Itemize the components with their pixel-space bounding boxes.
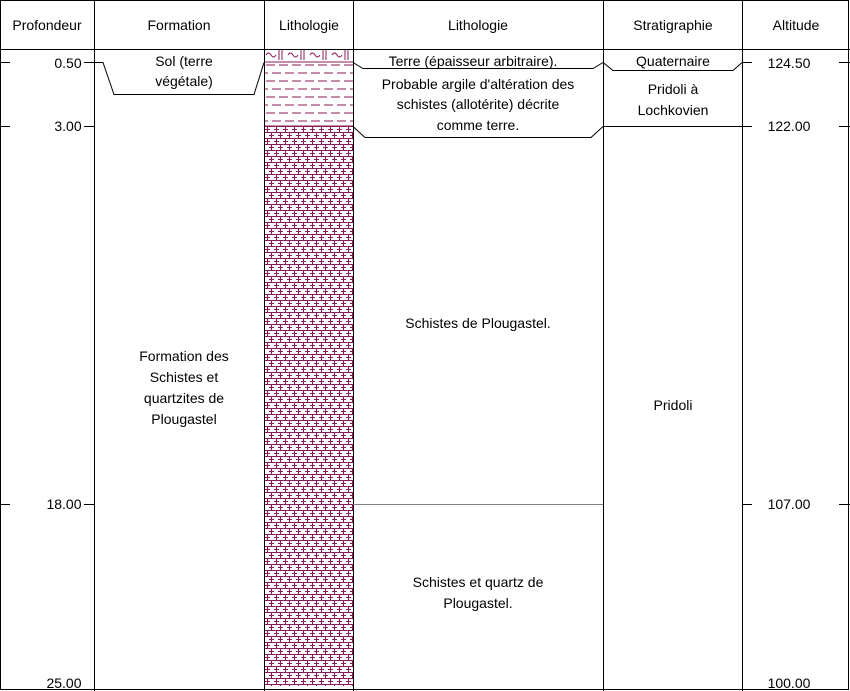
- lithology-clay-line: comme terre.: [436, 117, 520, 133]
- lithology-clay-line: schistes (allotérite) décrite: [396, 96, 560, 112]
- formation-schist-line: Schistes et: [149, 369, 219, 385]
- altitude-label: 124.50: [767, 55, 811, 71]
- header-stratigraphie: Stratigraphie: [633, 17, 713, 33]
- depth-label: 3.00: [54, 118, 82, 134]
- stratigraphy-pridoli: Pridoli: [653, 397, 693, 413]
- litho-schist-layer: [264, 126, 353, 686]
- depth-labels: [46, 55, 81, 691]
- litho-clay-layer: [264, 62, 353, 126]
- altitude-label: 122.00: [767, 118, 811, 134]
- depth-label: 18.00: [46, 496, 82, 512]
- header-lithologie-pattern: Lithologie: [279, 17, 339, 33]
- lithology-description-labels: [382, 53, 575, 611]
- formation-schist-line: Plougastel: [151, 411, 217, 427]
- header-row: [12, 17, 819, 33]
- formation-schist-line: Formation des: [139, 348, 229, 364]
- depth-label: 25.00: [46, 675, 82, 691]
- header-altitude: Altitude: [772, 17, 820, 33]
- litho-soil-layer: [264, 50, 353, 62]
- stratigraphy-quaternary: Quaternaire: [636, 53, 710, 69]
- header-lithologie-description: Lithologie: [448, 17, 508, 33]
- altitude-label: 100.00: [767, 675, 811, 691]
- formation-soil-line: Sol (terre: [155, 53, 213, 69]
- lithology-schist-line: Schistes de Plougastel.: [405, 315, 551, 331]
- header-formation: Formation: [147, 17, 211, 33]
- stratigraphy-labels: [636, 53, 710, 413]
- formation-soil-line: végétale): [155, 73, 213, 89]
- lithology-quartz-line: Plougastel.: [443, 595, 513, 611]
- stratigraphy-pridoli-lochkovien-line: Lochkovien: [637, 102, 709, 118]
- altitude-labels: [768, 55, 811, 691]
- lithology-clay-line: Probable argile d'altération des: [381, 76, 575, 92]
- header-profondeur: Profondeur: [12, 17, 82, 33]
- stratigraphy-pridoli-lochkovien-line: Pridoli à: [647, 81, 699, 97]
- lithology-quartz-line: Schistes et quartz de: [412, 574, 544, 590]
- altitude-label: 107.00: [767, 496, 811, 512]
- lithology-soil-line: Terre (épaisseur arbitraire).: [388, 53, 558, 69]
- depth-label: 0.50: [54, 55, 82, 71]
- formation-schist-line: quartzites de: [143, 390, 225, 406]
- formation-labels: [139, 53, 228, 427]
